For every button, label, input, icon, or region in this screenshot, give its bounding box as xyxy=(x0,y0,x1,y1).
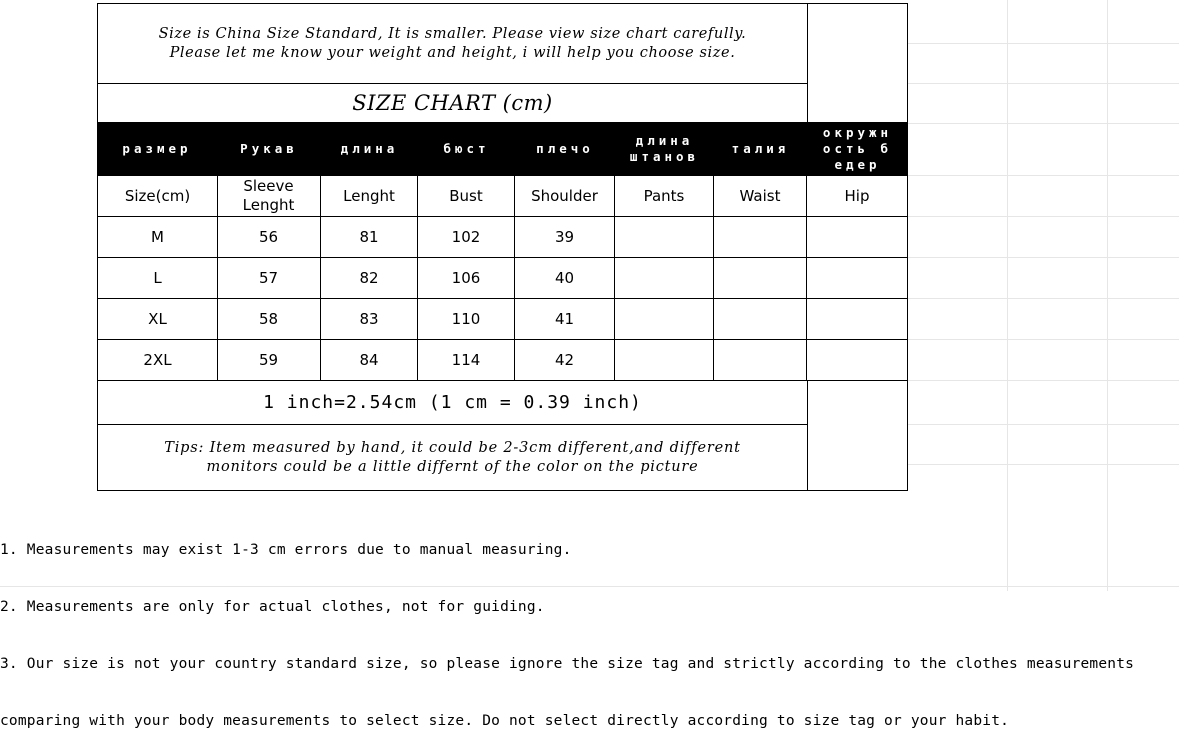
table-cell: M xyxy=(97,217,218,258)
ru-header-hip: окружн ость б едер xyxy=(822,125,893,172)
en-header-sleeve: Sleeve Lenght xyxy=(217,176,321,217)
table-cell xyxy=(807,217,908,258)
tips-box xyxy=(97,424,808,491)
en-header-shoulder: Shoulder xyxy=(515,176,615,217)
table-cell: 56 xyxy=(217,217,321,258)
table-cell xyxy=(714,217,807,258)
russian-header-row xyxy=(97,122,908,176)
note-1: 1. Measurements may exist 1-3 cm errors due to manual measuring. xyxy=(0,542,572,558)
ru-header-shoulder: плечо xyxy=(536,141,594,156)
table-cell: 59 xyxy=(217,340,321,381)
ru-header-size: размер xyxy=(122,141,192,156)
table-cell: 2XL xyxy=(97,340,218,381)
ru-header-pants: длина штанов xyxy=(629,133,700,164)
table-cell xyxy=(807,340,908,381)
unit-conversion: 1 inch=2.54cm (1 cm = 0.39 inch) xyxy=(97,380,808,425)
en-header-pants: Pants xyxy=(615,176,714,217)
table-cell: 57 xyxy=(217,258,321,299)
table-cell xyxy=(615,217,714,258)
en-header-length: Lenght xyxy=(321,176,418,217)
table-cell: 114 xyxy=(418,340,515,381)
table-cell: 83 xyxy=(321,299,418,340)
table-cell xyxy=(615,340,714,381)
en-header-waist: Waist xyxy=(714,176,807,217)
table-cell xyxy=(714,258,807,299)
table-cell xyxy=(615,299,714,340)
note-2: 2. Measurements are only for actual clothes, not for guiding. xyxy=(0,599,545,615)
right-empty-column xyxy=(807,3,908,123)
table-cell: XL xyxy=(97,299,218,340)
table-cell: 82 xyxy=(321,258,418,299)
table-cell: 102 xyxy=(418,217,515,258)
table-cell: 42 xyxy=(515,340,615,381)
ru-header-length: длина xyxy=(340,141,399,156)
table-cell: 106 xyxy=(418,258,515,299)
tips-line-1: Tips: Item measured by hand, it could be 2-3cm different,and different xyxy=(164,439,741,456)
table-cell xyxy=(807,258,908,299)
en-header-bust: Bust xyxy=(418,176,515,217)
size-notice xyxy=(97,3,808,84)
notice-line-1: Size is China Size Standard, It is smaller. Please view size chart carefully. xyxy=(158,25,747,42)
en-header-size: Size(cm) xyxy=(97,176,218,217)
measurement-notes xyxy=(0,503,1179,750)
table-cell: 81 xyxy=(321,217,418,258)
en-header-hip: Hip xyxy=(807,176,908,217)
note-3: 3. Our size is not your country standard size, so please ignore the size tag and strictly according to the clothes measurements xyxy=(0,656,1135,672)
table-cell: 110 xyxy=(418,299,515,340)
table-cell: 39 xyxy=(515,217,615,258)
ru-header-waist: талия xyxy=(731,141,790,156)
table-cell: 41 xyxy=(515,299,615,340)
table-cell: 84 xyxy=(321,340,418,381)
notice-line-2: Please let me know your weight and height, i will help you choose size. xyxy=(169,44,736,61)
tips-line-2: monitors could be a little differnt of the color on the picture xyxy=(206,458,699,475)
table-cell xyxy=(714,299,807,340)
table-cell: 40 xyxy=(515,258,615,299)
note-4: comparing with your body measurements to select size. Do not select directly according to size tag or your habit. xyxy=(0,713,1010,729)
table-cell: L xyxy=(97,258,218,299)
table-cell xyxy=(807,299,908,340)
size-chart-sheet xyxy=(97,3,908,491)
table-cell: 58 xyxy=(217,299,321,340)
right-empty-column-bottom xyxy=(807,380,908,491)
ru-header-bust: бюст xyxy=(443,141,490,156)
ru-header-sleeve: Рукав xyxy=(240,141,298,156)
chart-title: SIZE CHART (cm) xyxy=(97,83,808,123)
table-cell xyxy=(714,340,807,381)
table-cell xyxy=(615,258,714,299)
